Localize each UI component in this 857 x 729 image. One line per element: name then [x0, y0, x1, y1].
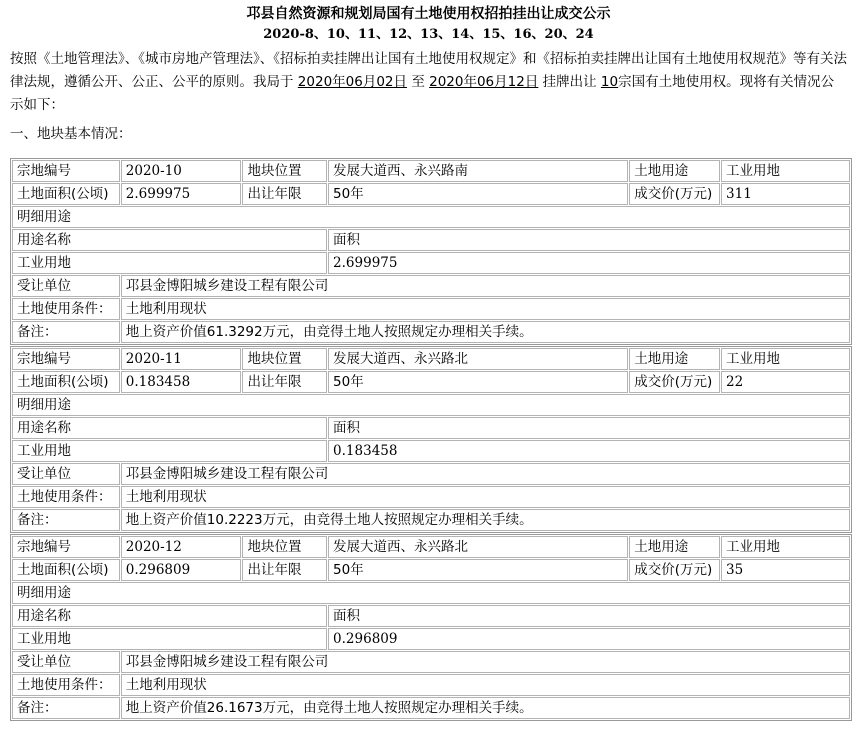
label-term: 出让年限	[242, 559, 327, 581]
label-use-name: 用途名称	[12, 417, 327, 439]
label-location: 地块位置	[242, 348, 327, 370]
label-land-use: 土地用途	[629, 160, 720, 182]
buyer-value: 邛县金博阳城乡建设工程有限公司	[121, 275, 850, 297]
label-buyer: 受让单位	[12, 463, 120, 485]
label-remark: 备注：	[12, 321, 120, 343]
remark-value: 地上资产价值61.3292万元，由竞得土地人按照规定办理相关手续。	[121, 321, 850, 343]
table-row	[12, 605, 850, 627]
term-value: 50年	[328, 371, 628, 393]
label-remark: 备注：	[12, 697, 120, 719]
remark-value: 地上资产价值26.1673万元，由竞得土地人按照规定办理相关手续。	[121, 697, 850, 719]
table-row	[12, 417, 850, 439]
label-land-use: 土地用途	[629, 348, 720, 370]
intro-text-2: 挂牌出让	[542, 74, 597, 90]
date-start: 2020年06月02日	[297, 74, 408, 90]
parcel-table	[10, 534, 852, 721]
label-detail-use: 明细用途	[12, 206, 850, 228]
price-value: 22	[721, 371, 850, 393]
use-area-value: 0.183458	[328, 440, 850, 462]
location-value: 发展大道西、永兴路北	[328, 348, 628, 370]
intro-text-3: 宗国有土地使用权。现将有关情况公示如下：	[10, 74, 835, 113]
label-location: 地块位置	[242, 536, 327, 558]
conditions-value: 土地利用现状	[121, 674, 850, 696]
table-row	[12, 509, 850, 531]
land-use-value: 工业用地	[721, 348, 850, 370]
table-row	[12, 582, 850, 604]
label-area-col: 面积	[328, 229, 850, 251]
table-row	[12, 160, 850, 182]
table-row	[12, 674, 850, 696]
label-area: 土地面积(公顷)	[12, 559, 120, 581]
use-name-value: 工业用地	[12, 252, 327, 274]
table-row	[12, 486, 850, 508]
label-parcel-no: 宗地编号	[12, 160, 120, 182]
label-price: 成交价(万元)	[629, 183, 720, 205]
use-area-value: 0.296809	[328, 628, 850, 650]
parcel-count: 10	[600, 74, 619, 90]
label-area: 土地面积(公顷)	[12, 183, 120, 205]
label-use-name: 用途名称	[12, 605, 327, 627]
table-row	[12, 371, 850, 393]
label-term: 出让年限	[242, 371, 327, 393]
page-subtitle: 2020-8、10、11、12、13、14、15、16、20、24	[263, 27, 594, 42]
intro-to: 至	[411, 74, 425, 90]
price-value: 35	[721, 559, 850, 581]
price-value: 311	[721, 183, 850, 205]
table-row	[12, 651, 850, 673]
label-conditions: 土地使用条件：	[12, 674, 120, 696]
label-detail-use: 明细用途	[12, 394, 850, 416]
area-value: 2.699975	[121, 183, 242, 205]
location-value: 发展大道西、永兴路南	[328, 160, 628, 182]
label-area: 土地面积(公顷)	[12, 371, 120, 393]
label-price: 成交价(万元)	[629, 371, 720, 393]
buyer-value: 邛县金博阳城乡建设工程有限公司	[121, 463, 850, 485]
label-buyer: 受让单位	[12, 651, 120, 673]
page-title: 邛县自然资源和规划局国有土地使用权招拍挂出让成交公示	[246, 6, 611, 22]
parcel-no-value: 2020-10	[121, 160, 242, 182]
remark-value: 地上资产价值10.2223万元，由竞得土地人按照规定办理相关手续。	[121, 509, 850, 531]
term-value: 50年	[328, 183, 628, 205]
label-term: 出让年限	[242, 183, 327, 205]
label-parcel-no: 宗地编号	[12, 348, 120, 370]
date-end: 2020年06月12日	[429, 74, 539, 90]
table-row	[12, 206, 850, 228]
table-row	[12, 229, 850, 251]
parcel-table	[10, 346, 852, 533]
table-row	[12, 536, 850, 558]
table-row	[12, 440, 850, 462]
label-conditions: 土地使用条件：	[12, 298, 120, 320]
section-title: 一、地块基本情况：	[10, 126, 132, 142]
buyer-value: 邛县金博阳城乡建设工程有限公司	[121, 651, 850, 673]
table-row	[12, 559, 850, 581]
label-remark: 备注：	[12, 509, 120, 531]
label-parcel-no: 宗地编号	[12, 536, 120, 558]
table-row	[12, 321, 850, 343]
label-location: 地块位置	[242, 160, 327, 182]
table-row	[12, 394, 850, 416]
table-row	[12, 697, 850, 719]
use-name-value: 工业用地	[12, 628, 327, 650]
table-row	[12, 628, 850, 650]
table-row	[12, 275, 850, 297]
label-conditions: 土地使用条件：	[12, 486, 120, 508]
table-row	[12, 183, 850, 205]
label-area-col: 面积	[328, 417, 850, 439]
use-area-value: 2.699975	[328, 252, 850, 274]
table-row	[12, 463, 850, 485]
label-price: 成交价(万元)	[629, 559, 720, 581]
intro-paragraph	[10, 48, 847, 117]
land-use-value: 工业用地	[721, 536, 850, 558]
conditions-value: 土地利用现状	[121, 486, 850, 508]
term-value: 50年	[328, 559, 628, 581]
use-name-value: 工业用地	[12, 440, 327, 462]
conditions-value: 土地利用现状	[121, 298, 850, 320]
location-value: 发展大道西、永兴路北	[328, 536, 628, 558]
label-detail-use: 明细用途	[12, 582, 850, 604]
area-value: 0.183458	[121, 371, 242, 393]
land-use-value: 工业用地	[721, 160, 850, 182]
label-buyer: 受让单位	[12, 275, 120, 297]
table-row	[12, 252, 850, 274]
table-row	[12, 348, 850, 370]
parcel-no-value: 2020-12	[121, 536, 242, 558]
parcel-table	[10, 158, 852, 345]
label-area-col: 面积	[328, 605, 850, 627]
parcel-no-value: 2020-11	[121, 348, 242, 370]
area-value: 0.296809	[121, 559, 242, 581]
table-row	[12, 298, 850, 320]
label-land-use: 土地用途	[629, 536, 720, 558]
intro-text-1: 按照《土地管理法》、《城市房地产管理法》、《招标拍卖挂牌出让国有土地使用权规定》和《招标拍卖挂牌出让国有土地使用权规范》等有关法律法规，遵循公开、公正、公平的原则。我局于	[10, 51, 847, 90]
label-use-name: 用途名称	[12, 229, 327, 251]
